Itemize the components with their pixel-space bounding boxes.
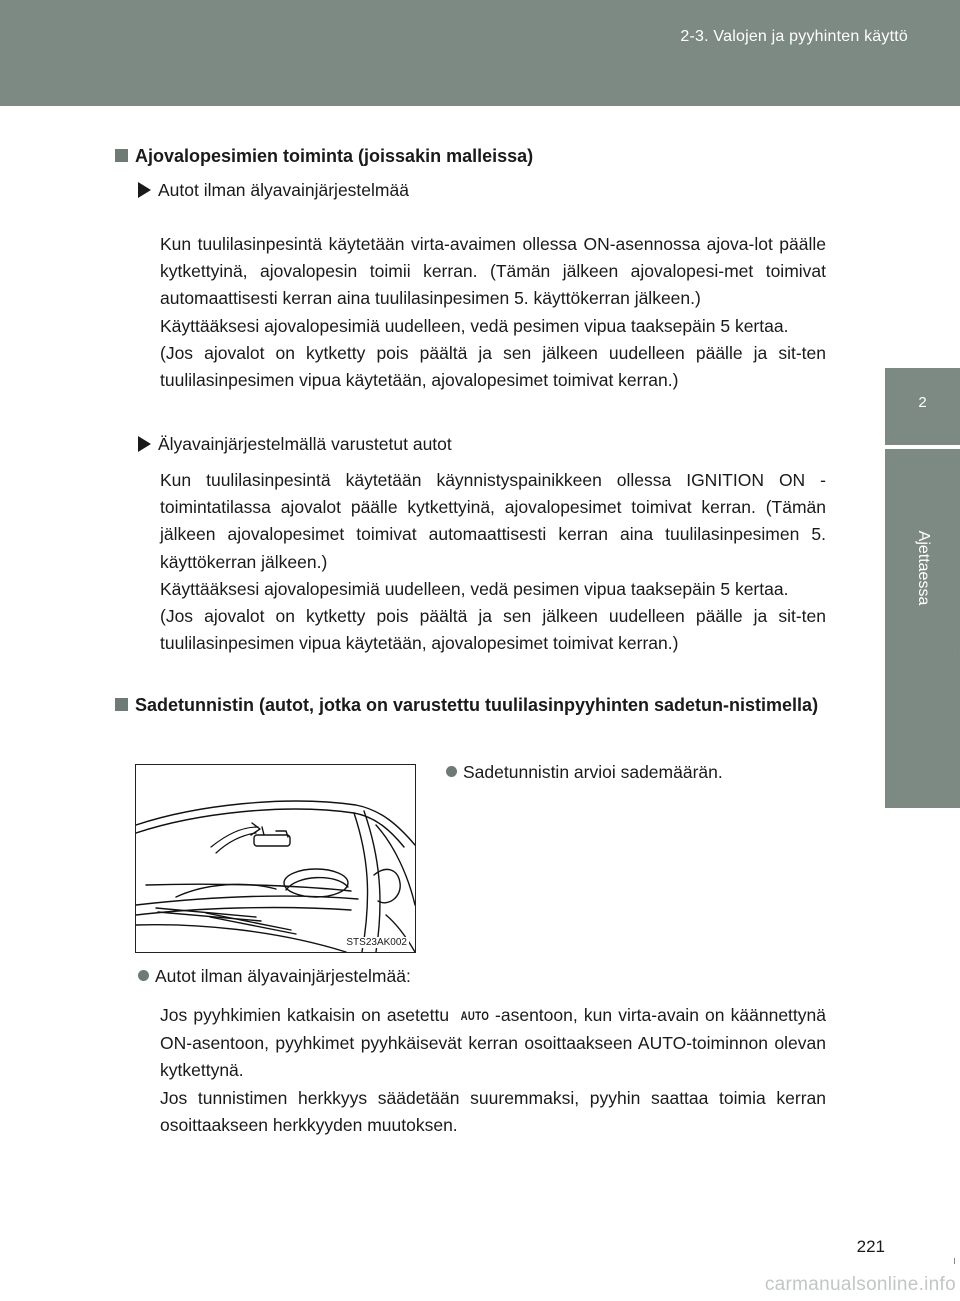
rain-sensor-heading-text: Sadetunnistin (autot, jotka on varustettu tuulilasinpyyhinten sadetun-nistimella) bbox=[135, 695, 819, 715]
smart-key-subheading bbox=[138, 431, 452, 458]
side-tab-divider bbox=[885, 445, 960, 449]
windshield-drawing bbox=[136, 765, 415, 952]
crop-mark bbox=[954, 648, 955, 654]
no-smart-key-p2: Käyttääksesi ajovalopesimiä uudelleen, vedä pesimen vipua taaksepäin 5 kertaa. bbox=[160, 315, 789, 336]
triangle-bullet-icon bbox=[138, 436, 151, 452]
rain-estimate-text: Sadetunnistin arvioi sademäärän. bbox=[463, 762, 723, 782]
washer-section-heading bbox=[115, 143, 827, 170]
no-smart-key-subheading bbox=[138, 177, 409, 204]
square-bullet-icon bbox=[115, 149, 128, 162]
side-tab-number: 2 bbox=[918, 394, 927, 411]
washer-heading-text: Ajovalopesimien toiminta (joissakin malleissa) bbox=[135, 146, 534, 166]
page-number: 221 bbox=[856, 1237, 885, 1256]
no-smart-key-paragraphs bbox=[160, 231, 826, 394]
side-tab-label: Ajettaessa bbox=[914, 530, 932, 606]
rain-sensor-section-heading bbox=[115, 692, 847, 719]
rain-estimate-bullet bbox=[446, 759, 723, 786]
chapter-title: 2-3. Valojen ja pyyhinten käyttö bbox=[680, 28, 908, 45]
auto-para-before: Jos pyyhkimien katkaisin on asetettu bbox=[160, 1005, 450, 1025]
smart-key-title: Älyavainjärjestelmällä varustetut autot bbox=[158, 434, 452, 454]
crop-mark bbox=[954, 1258, 955, 1264]
square-bullet-icon bbox=[115, 698, 128, 711]
illustration-code: STS23AK002 bbox=[346, 937, 407, 948]
auto-position-paragraph bbox=[160, 1002, 826, 1085]
auto-para-after: -asentoon, kun virta-avain on käännettynä ON-asentoon, pyyhkimet pyyhkäisevät kerran osoittaakseen AUTO-toiminnon olevan kytkettynä. bbox=[160, 1005, 826, 1081]
smart-key-p3: (Jos ajovalot on kytketty pois päältä ja sen jälkeen uudelleen päälle ja sit-ten tuulilasinpesimen vipua käytetään, ajovalopesimet toimivat kerran.) bbox=[160, 606, 826, 654]
no-smart-key-p3: (Jos ajovalot on kytketty pois päältä ja sen jälkeen uudelleen päälle ja sit-ten tuulilasinpesimen vipua käytetään, ajovalopesimet toimivat kerran.) bbox=[160, 342, 826, 391]
smart-key-p1: Kun tuulilasinpesintä käytetään käynnistyspainikkeen ollessa IGNITION ON -toimintatilassa ajovalot päälle kytkettyinä, ajovalopesimet toimivat kerran. (Tämän jälkeen ajovalopesimet toimivat automaattisesti kerran aina tuulilasinpesimen 5. käyttökerran jälkeen.) bbox=[160, 470, 826, 572]
round-bullet-icon bbox=[138, 970, 149, 981]
side-tab bbox=[885, 368, 960, 808]
no-smart-key-bullet-text: Autot ilman älyavainjärjestelmää: bbox=[155, 966, 411, 986]
header-band bbox=[0, 0, 960, 106]
smart-key-p2: Käyttääksesi ajovalopesimiä uudelleen, vedä pesimen vipua taaksepäin 5 kertaa. bbox=[160, 578, 789, 599]
auto-badge: AUTO bbox=[460, 1009, 490, 1023]
windshield-illustration bbox=[135, 764, 416, 953]
no-smart-key-p1: Kun tuulilasinpesintä käytetään virta-avaimen ollessa ON-asennossa ajova-lot päälle kytkettyinä, ajovalopesin toimii kerran. (Tämän jälkeen ajovalopesi-met toimivat automaattisesti kerran aina tuulilasinpesimen 5. käyttökerran jälkeen.) bbox=[160, 234, 826, 309]
no-smart-key-title: Autot ilman älyavainjärjestelmää bbox=[158, 180, 409, 200]
round-bullet-icon bbox=[446, 766, 457, 777]
no-smart-key-bullet bbox=[138, 963, 411, 990]
smart-key-paragraphs bbox=[160, 467, 826, 657]
triangle-bullet-icon bbox=[138, 182, 151, 198]
sensitivity-paragraph: Jos tunnistimen herkkyys säädetään suuremmaksi, pyyhin saattaa toimia kerran osoittaakseen herkkyyden muutoksen. bbox=[160, 1087, 826, 1135]
watermark: carmanualsonline.info bbox=[764, 1274, 956, 1295]
rain-sensor-paragraphs bbox=[160, 1002, 826, 1139]
